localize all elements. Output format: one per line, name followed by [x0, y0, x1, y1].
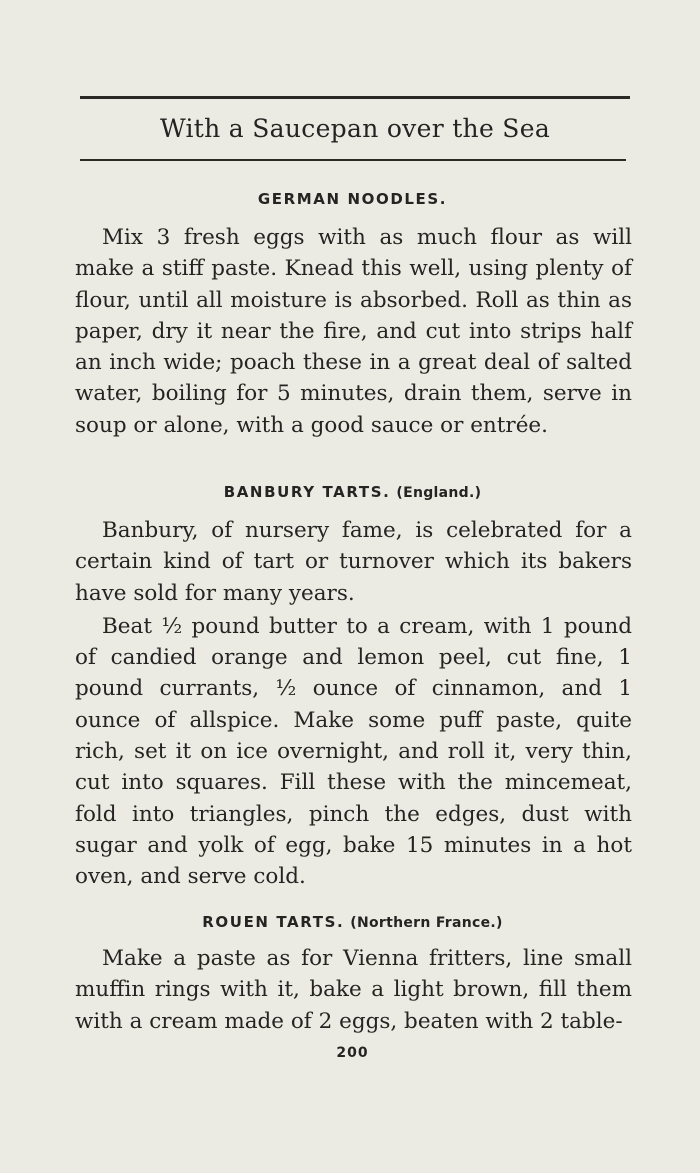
- paragraph: Make a paste as for Vienna fritters, line small muffin rings with it, bake a light brown, fill them with a cream made of 2 eggs, beaten with 2 table-: [75, 946, 632, 1034]
- paragraph: Beat ½ pound butter to a cream, with 1 pound of candied orange and lemon peel, cut fine, 1 pound currants, ½ ounce of cinnamon, and 1 ounce of allspice. Make some puff paste, quite rich, set it on ice overnight, and roll it, very thin, cut into squares. Fill these with the mincemeat, fold into triangles, pinch the edges, dust with sugar and yolk of egg, bake 15 minutes in a hot oven, and serve cold.: [75, 613, 632, 890]
- recipe-heading-rouen-tarts: [70, 913, 635, 931]
- paragraph: Mix 3 fresh eggs with as much flour as will make a stiff paste. Knead this well, using plenty of flour, until all moisture is absorbed. Roll as thin as paper, dry it near the fire, and cut into strips half an inch wide; poach these in a great deal of salted water, boiling for 5 minutes, drain them, serve in soup or alone, with a good sauce or entrée.: [75, 225, 632, 438]
- recipe-title: ROUEN TARTS.: [202, 913, 345, 931]
- recipe-title: BANBURY TARTS.: [223, 483, 391, 501]
- recipe-region: (England.): [396, 485, 482, 501]
- header-rule-top: [80, 96, 630, 99]
- recipe-region: (Northern France.): [350, 915, 503, 931]
- page-number: 200: [336, 1045, 369, 1061]
- header-rule-bottom: [80, 159, 626, 161]
- paragraph: Banbury, of nursery fame, is celebrated for a certain kind of tart or turnover which its bakers have sold for many years.: [75, 518, 632, 606]
- recipe-body-banbury-tarts: [75, 515, 632, 893]
- recipe-body-german-noodles: [75, 222, 632, 441]
- recipe-heading-german-noodles: [70, 190, 635, 208]
- recipe-body-rouen-tarts: [75, 943, 632, 1037]
- recipe-heading-banbury-tarts: [70, 483, 635, 501]
- recipe-title: GERMAN NOODLES.: [257, 190, 448, 208]
- running-head: With a Saucepan over the Sea: [159, 114, 551, 143]
